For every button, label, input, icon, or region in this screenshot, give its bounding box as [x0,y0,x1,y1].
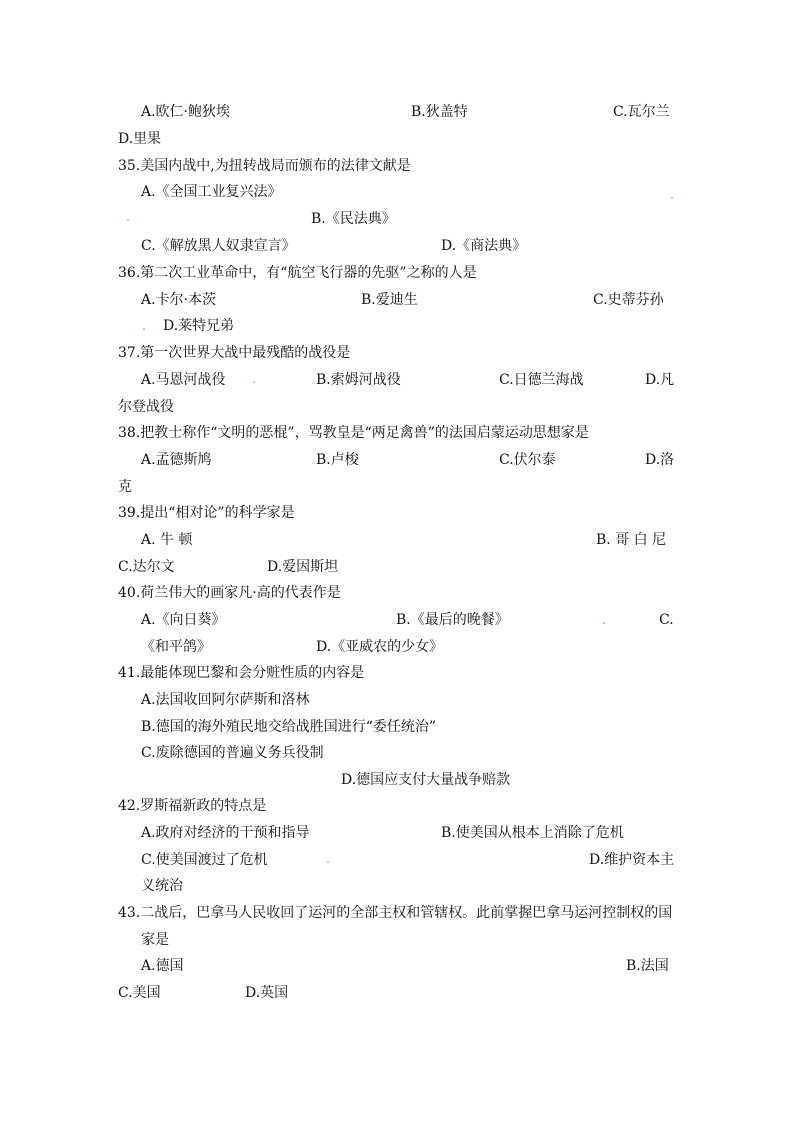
q38-option-d-cont: 克 [118,479,132,495]
q42-option-a: A.政府对经济的干预和指导 [141,825,310,841]
q42-option-c: C.使美国渡过了危机 [141,852,268,868]
q38-stem: 38.把教士称作“文明的恶棍”，骂教皇是“两足禽兽”的法国启蒙运动思想家是 [118,425,589,441]
q34-option-b: B.狄盖特 [411,104,468,120]
q34-option-a: A.欧仁·鲍狄埃 [141,104,231,120]
q41-option-a: A.法国收回阿尔萨斯和洛林 [141,692,310,708]
q40-option-d: D.《亚威农的少女》 [316,639,444,655]
q39-option-d: D.爱因斯坦 [267,559,339,575]
q40-option-a: A.《向日葵》 [141,612,226,628]
q35-option-c: C.《解放黑人奴隶宣言》 [141,238,296,254]
q38-option-a: A.孟德斯鸠 [141,452,212,468]
q43-option-d: D.英国 [245,985,289,1001]
q42-option-b: B.使美国从根本上消除了危机 [441,825,624,841]
speck [127,219,129,221]
q37-stem: 37.第一次世界大战中最残酷的战役是 [118,345,351,361]
speck [603,622,605,624]
q39-option-a: A. 牛 顿 [141,532,193,548]
q40-stem: 40.荷兰伟大的画家凡·高的代表作是 [118,585,341,601]
q40-option-b: B.《最后的晚餐》 [396,612,509,628]
q41-option-b: B.德国的海外殖民地交给战胜国进行“委任统治” [141,719,437,735]
q36-option-d: D.莱特兄弟 [163,318,235,334]
q34-option-c: C.瓦尔兰 [613,104,670,120]
q36-option-a: A.卡尔·本茨 [141,292,217,308]
q40-option-c-cont: 《和平鸽》 [141,639,211,655]
q38-option-c: C.伏尔泰 [499,452,556,468]
speck [327,861,329,863]
speck [143,328,145,330]
q43-stem-cont: 家是 [141,932,169,948]
q43-option-b: B.法国 [626,958,669,974]
q40-option-c: C. [659,612,674,628]
q38-option-d: D.洛 [645,452,675,468]
q43-option-a: A.德国 [141,958,184,974]
q36-stem: 36.第二次工业革命中，有“航空飞行器的先驱”之称的人是 [118,265,477,281]
q34-option-d: D.里果 [118,131,162,147]
q35-option-d: D.《商法典》 [441,238,527,254]
q37-option-d-cont: 尔登战役 [118,399,174,415]
q35-stem: 35.美国内战中,为扭转战局而颁布的法律文献是 [118,158,411,174]
q39-option-b: B. 哥 白 尼 [596,532,667,548]
q37-option-c: C.日德兰海战 [499,372,584,388]
q38-option-b: B.卢梭 [316,452,359,468]
q35-option-b: B.《民法典》 [311,211,396,227]
q36-option-c: C.史蒂芬孙 [593,292,664,308]
q42-option-d: D.维护资本主 [589,852,675,868]
q37-option-d: D.凡 [645,372,675,388]
q42-option-d-cont: 义统治 [141,878,183,894]
q43-option-c: C.美国 [118,985,161,1001]
q43-stem: 43.二战后，巴拿马人民收回了运河的全部主权和管辖权。此前掌握巴拿马运河控制权的国 [118,905,673,921]
q41-option-d: D.德国应支付大量战争赔款 [341,772,511,788]
speck [253,381,255,383]
q41-option-c: C.废除德国的普遍义务兵役制 [141,745,324,761]
q37-option-b: B.索姆河战役 [316,372,401,388]
q35-option-a: A.《全国工业复兴法》 [141,184,282,200]
q39-stem: 39.提出“相对论”的科学家是 [118,505,295,521]
q42-stem: 42.罗斯福新政的特点是 [118,798,267,814]
q41-stem: 41.最能体现巴黎和会分赃性质的内容是 [118,665,365,681]
q36-option-b: B.爱迪生 [361,292,418,308]
q37-option-a: A.马恩河战役 [141,372,226,388]
speck [671,197,673,199]
q39-option-c: C.达尔文 [118,559,175,575]
